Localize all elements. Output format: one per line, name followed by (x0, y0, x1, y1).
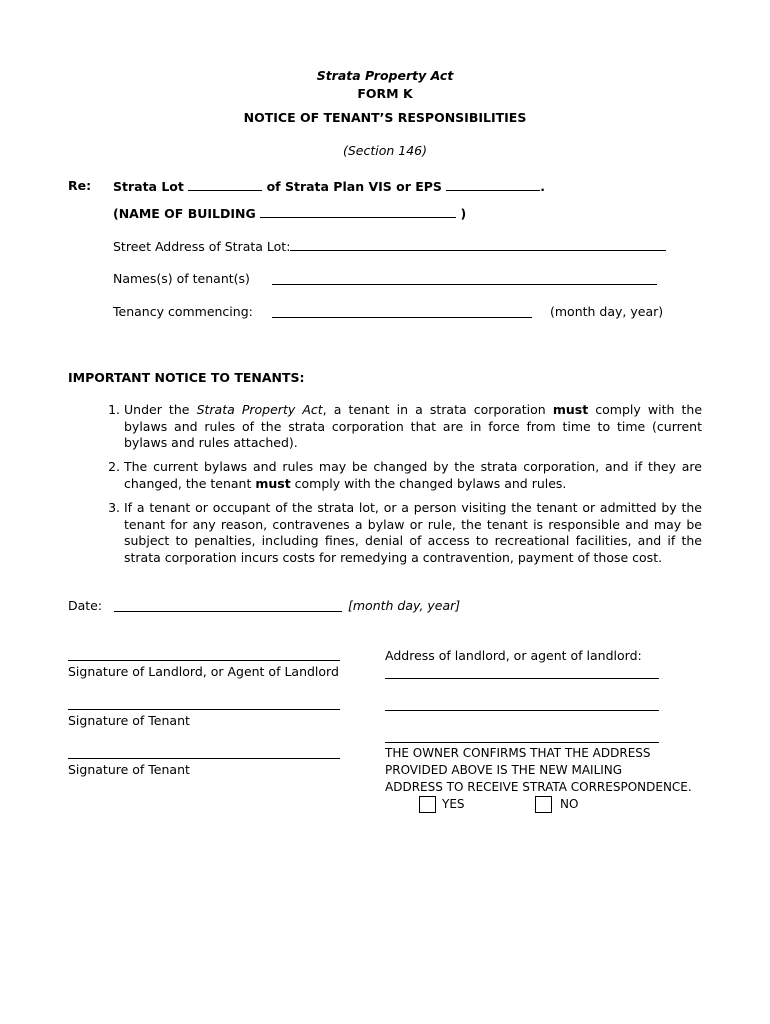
date-label: Date: (68, 598, 103, 613)
yes-checkbox[interactable] (419, 796, 436, 813)
act-title: Strata Property Act (316, 68, 454, 83)
street-address-label: Street Address of Strata Lot: (113, 239, 291, 254)
owner-confirm-line-1: THE OWNER CONFIRMS THAT THE ADDRESS (385, 746, 651, 760)
yes-label: YES (442, 797, 465, 811)
list-item (100, 402, 702, 454)
tenant-names-field[interactable] (272, 284, 657, 285)
tenancy-hint: (month day, year) (550, 304, 664, 319)
tenant-names-label: Names(s) of tenant(s) (113, 271, 250, 286)
owner-confirm-line-3: ADDRESS TO RECEIVE STRATA CORRESPONDENCE. (385, 780, 692, 794)
form-label: FORM K (357, 86, 413, 101)
list-item-number: 3. (108, 500, 120, 515)
landlord-signature-label: Signature of Landlord, or Agent of Landlord (68, 664, 339, 679)
tenant-names-row (113, 271, 250, 288)
strata-plan-period: . (540, 179, 546, 194)
tenancy-label: Tenancy commencing: (113, 304, 253, 319)
notice-title: NOTICE OF TENANT’S RESPONSIBILITIES (243, 110, 527, 125)
strata-lot-label: Strata Lot (113, 179, 184, 194)
list-item-number: 1. (108, 402, 120, 417)
list-item-text: Under the Strata Property Act, a tenant in a strata corporation must comply with the bylaws and rules of the strata corporation that are in force from time to time (current bylaws and rules attached). (124, 402, 703, 450)
street-address-field[interactable] (290, 238, 666, 251)
tenant-signature-line[interactable] (68, 709, 340, 710)
strata-plan-label: of Strata Plan VIS or EPS (266, 179, 442, 194)
building-row (113, 205, 466, 223)
date-hint: [month day, year] (348, 598, 461, 613)
tenant-signature-line-2[interactable] (68, 758, 340, 759)
list-item (100, 500, 702, 568)
building-close: ) (460, 206, 467, 221)
list-item-number: 2. (108, 459, 120, 474)
section-reference: (Section 146) (342, 143, 428, 158)
building-label: (NAME OF BUILDING (113, 206, 256, 221)
tenancy-row (113, 304, 253, 321)
address-line-3[interactable] (385, 742, 659, 743)
address-line-1[interactable] (385, 678, 659, 679)
street-address-row (113, 238, 666, 256)
tenant-signature-label: Signature of Tenant (68, 713, 190, 728)
landlord-address-label: Address of landlord, or agent of landlord: (385, 648, 642, 663)
address-line-2[interactable] (385, 710, 659, 711)
tenant-signature-label-2: Signature of Tenant (68, 762, 190, 777)
owner-confirm-line-2: PROVIDED ABOVE IS THE NEW MAILING (385, 763, 623, 777)
building-name-field[interactable] (260, 205, 456, 218)
tenancy-date-field[interactable] (272, 317, 532, 318)
list-item (100, 459, 702, 493)
landlord-signature-line[interactable] (68, 660, 340, 661)
strata-lot-row (113, 178, 545, 196)
re-label: Re: (68, 178, 92, 193)
no-label: NO (560, 797, 579, 811)
list-item-text: The current bylaws and rules may be changed by the strata corporation, and if they are changed, the tenant must comply with the changed bylaws and rules. (124, 459, 702, 491)
strata-plan-field[interactable] (446, 178, 540, 191)
date-field[interactable] (114, 611, 342, 612)
important-heading: IMPORTANT NOTICE TO TENANTS: (68, 370, 305, 385)
no-checkbox[interactable] (535, 796, 552, 813)
list-item-text: If a tenant or occupant of the strata lot, or a person visiting the tenant or admitted by the tenant for any reason, contravenes a bylaw or rule, the tenant is responsible and may be subject to penalties, including fines, denial of access to recreational facilities, and if the strata corporation incurs costs for remedying a contravention, payment of those cost. (124, 500, 702, 565)
strata-lot-field[interactable] (188, 178, 262, 191)
